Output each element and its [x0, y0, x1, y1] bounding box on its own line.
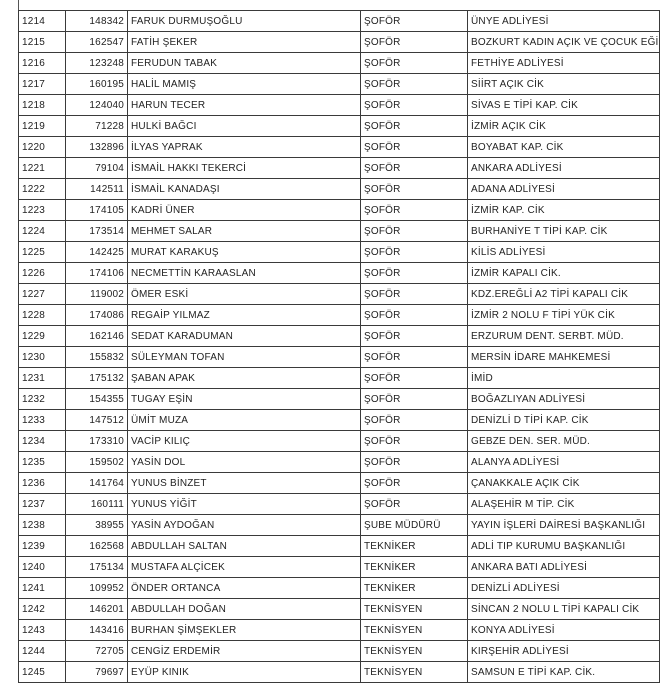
assigned-unit-cell: ADLİ TIP KURUMU BAŞKANLIĞI: [468, 536, 660, 557]
job-title-cell: ŞOFÖR: [361, 284, 468, 305]
row-number-cell: 1231: [19, 368, 66, 389]
table-row: [19, 326, 660, 347]
registry-number-cell: 79697: [66, 662, 128, 683]
row-number-cell: 1238: [19, 515, 66, 536]
assigned-unit-cell: KİLİS ADLİYESİ: [468, 242, 660, 263]
job-title-cell: ŞOFÖR: [361, 53, 468, 74]
registry-number-cell: 146201: [66, 599, 128, 620]
assigned-unit-cell: KIRŞEHİR ADLİYESİ: [468, 641, 660, 662]
registry-number-cell: 160195: [66, 74, 128, 95]
assigned-unit-cell: İZMİR AÇIK CİK: [468, 116, 660, 137]
table-row: [19, 305, 660, 326]
registry-number-cell: 142511: [66, 179, 128, 200]
job-title-cell: ŞOFÖR: [361, 494, 468, 515]
table-row: [19, 74, 660, 95]
row-number-cell: 1226: [19, 263, 66, 284]
job-title-cell: ŞOFÖR: [361, 116, 468, 137]
registry-number-cell: 142425: [66, 242, 128, 263]
registry-number-cell: 162547: [66, 32, 128, 53]
row-number-cell: 1220: [19, 137, 66, 158]
assigned-unit-cell: İZMİR KAPALI CİK.: [468, 263, 660, 284]
assigned-unit-cell: BOYABAT KAP. CİK: [468, 137, 660, 158]
job-title-cell: ŞOFÖR: [361, 263, 468, 284]
full-name-cell: EYÜP KINIK: [128, 662, 361, 683]
job-title-cell: ŞUBE MÜDÜRÜ: [361, 515, 468, 536]
registry-number-cell: 119002: [66, 284, 128, 305]
table-row: [19, 32, 660, 53]
assigned-unit-cell: ALANYA ADLİYESİ: [468, 452, 660, 473]
row-number-cell: 1243: [19, 620, 66, 641]
row-number-cell: 1237: [19, 494, 66, 515]
assigned-unit-cell: BURHANİYE T TİPİ KAP. CİK: [468, 221, 660, 242]
registry-number-cell: 174086: [66, 305, 128, 326]
row-number-cell: 1227: [19, 284, 66, 305]
full-name-cell: CENGİZ ERDEMİR: [128, 641, 361, 662]
assigned-unit-cell: DENİZLİ ADLİYESİ: [468, 578, 660, 599]
job-title-cell: ŞOFÖR: [361, 242, 468, 263]
table-row: [19, 452, 660, 473]
registry-number-cell: 141764: [66, 473, 128, 494]
table-row: [19, 368, 660, 389]
assigned-unit-cell: KONYA ADLİYESİ: [468, 620, 660, 641]
full-name-cell: FERUDUN TABAK: [128, 53, 361, 74]
full-name-cell: İSMAİL HAKKI TEKERCİ: [128, 158, 361, 179]
assigned-unit-cell: BOĞAZLIYAN ADLİYESİ: [468, 389, 660, 410]
table-row: [19, 242, 660, 263]
row-number-cell: 1244: [19, 641, 66, 662]
full-name-cell: HULKİ BAĞCI: [128, 116, 361, 137]
job-title-cell: ŞOFÖR: [361, 452, 468, 473]
table-row: [19, 599, 660, 620]
assigned-unit-cell: SİVAS E TİPİ KAP. CİK: [468, 95, 660, 116]
assigned-unit-cell: ADANA ADLİYESİ: [468, 179, 660, 200]
job-title-cell: TEKNİSYEN: [361, 620, 468, 641]
row-number-cell: 1230: [19, 347, 66, 368]
row-number-cell: 1232: [19, 389, 66, 410]
registry-number-cell: 173514: [66, 221, 128, 242]
row-number-cell: 1225: [19, 242, 66, 263]
table-row: [19, 389, 660, 410]
job-title-cell: TEKNİKER: [361, 536, 468, 557]
row-number-cell: 1234: [19, 431, 66, 452]
assigned-unit-cell: MERSİN İDARE MAHKEMESİ: [468, 347, 660, 368]
table-row: [19, 221, 660, 242]
table-row: [19, 515, 660, 536]
job-title-cell: ŞOFÖR: [361, 431, 468, 452]
table-row: [19, 263, 660, 284]
assigned-unit-cell: SİNCAN 2 NOLU L TİPİ KAPALI CİK: [468, 599, 660, 620]
registry-number-cell: 154355: [66, 389, 128, 410]
row-number-cell: 1245: [19, 662, 66, 683]
full-name-cell: KADRİ ÜNER: [128, 200, 361, 221]
full-name-cell: İSMAİL KANADAŞI: [128, 179, 361, 200]
full-name-cell: ABDULLAH DOĞAN: [128, 599, 361, 620]
assigned-unit-cell: ALAŞEHİR M TİP. CİK: [468, 494, 660, 515]
registry-number-cell: 174106: [66, 263, 128, 284]
registry-number-cell: 162568: [66, 536, 128, 557]
registry-number-cell: 160111: [66, 494, 128, 515]
row-number-cell: 1224: [19, 221, 66, 242]
job-title-cell: TEKNİKER: [361, 578, 468, 599]
job-title-cell: ŞOFÖR: [361, 158, 468, 179]
job-title-cell: ŞOFÖR: [361, 179, 468, 200]
full-name-cell: MURAT KARAKUŞ: [128, 242, 361, 263]
full-name-cell: HARUN TECER: [128, 95, 361, 116]
full-name-cell: YUNUS BİNZET: [128, 473, 361, 494]
full-name-cell: SÜLEYMAN TOFAN: [128, 347, 361, 368]
table-row: [19, 557, 660, 578]
job-title-cell: TEKNİSYEN: [361, 599, 468, 620]
full-name-cell: ÖMER ESKİ: [128, 284, 361, 305]
table-row: [19, 179, 660, 200]
job-title-cell: ŞOFÖR: [361, 137, 468, 158]
table-row: [19, 116, 660, 137]
assigned-unit-cell: İZMİR KAP. CİK: [468, 200, 660, 221]
registry-number-cell: 174105: [66, 200, 128, 221]
assigned-unit-cell: ERZURUM DENT. SERBT. MÜD.: [468, 326, 660, 347]
job-title-cell: ŞOFÖR: [361, 221, 468, 242]
full-name-cell: MEHMET SALAR: [128, 221, 361, 242]
assigned-unit-cell: YAYIN İŞLERİ DAİRESİ BAŞKANLIĞI: [468, 515, 660, 536]
row-number-cell: 1228: [19, 305, 66, 326]
job-title-cell: ŞOFÖR: [361, 305, 468, 326]
row-number-cell: 1241: [19, 578, 66, 599]
assigned-unit-cell: GEBZE DEN. SER. MÜD.: [468, 431, 660, 452]
job-title-cell: ŞOFÖR: [361, 11, 468, 32]
job-title-cell: ŞOFÖR: [361, 200, 468, 221]
full-name-cell: HALİL MAMIŞ: [128, 74, 361, 95]
table-row: [19, 578, 660, 599]
table-row: [19, 620, 660, 641]
table-row: [19, 641, 660, 662]
row-number-cell: 1219: [19, 116, 66, 137]
registry-number-cell: 147512: [66, 410, 128, 431]
job-title-cell: ŞOFÖR: [361, 95, 468, 116]
full-name-cell: YASİN DOL: [128, 452, 361, 473]
table-row: [19, 473, 660, 494]
table-row: [19, 410, 660, 431]
registry-number-cell: 173310: [66, 431, 128, 452]
personnel-table-body: [19, 11, 660, 683]
full-name-cell: YASİN AYDOĞAN: [128, 515, 361, 536]
full-name-cell: MUSTAFA ALÇİCEK: [128, 557, 361, 578]
job-title-cell: ŞOFÖR: [361, 74, 468, 95]
personnel-table: [18, 10, 660, 683]
full-name-cell: BURHAN ŞİMŞEKLER: [128, 620, 361, 641]
full-name-cell: NECMETTİN KARAASLAN: [128, 263, 361, 284]
registry-number-cell: 155832: [66, 347, 128, 368]
table-row: [19, 95, 660, 116]
row-number-cell: 1223: [19, 200, 66, 221]
assigned-unit-cell: FETHİYE ADLİYESİ: [468, 53, 660, 74]
registry-number-cell: 79104: [66, 158, 128, 179]
row-number-cell: 1222: [19, 179, 66, 200]
row-number-cell: 1217: [19, 74, 66, 95]
job-title-cell: TEKNİSYEN: [361, 662, 468, 683]
table-row: [19, 494, 660, 515]
full-name-cell: ÜMİT MUZA: [128, 410, 361, 431]
assigned-unit-cell: ÇANAKKALE AÇIK CİK: [468, 473, 660, 494]
assigned-unit-cell: İMİD: [468, 368, 660, 389]
assigned-unit-cell: ANKARA BATI ADLİYESİ: [468, 557, 660, 578]
full-name-cell: ŞABAN APAK: [128, 368, 361, 389]
table-row: [19, 11, 660, 32]
row-number-cell: 1218: [19, 95, 66, 116]
row-number-cell: 1242: [19, 599, 66, 620]
registry-number-cell: 162146: [66, 326, 128, 347]
row-number-cell: 1239: [19, 536, 66, 557]
row-number-cell: 1214: [19, 11, 66, 32]
assigned-unit-cell: İZMİR 2 NOLU F TİPİ YÜK CİK: [468, 305, 660, 326]
row-number-cell: 1236: [19, 473, 66, 494]
table-row: [19, 137, 660, 158]
registry-number-cell: 159502: [66, 452, 128, 473]
row-number-cell: 1216: [19, 53, 66, 74]
table-row: [19, 158, 660, 179]
row-number-cell: 1229: [19, 326, 66, 347]
row-number-cell: 1221: [19, 158, 66, 179]
full-name-cell: ABDULLAH SALTAN: [128, 536, 361, 557]
registry-number-cell: 175134: [66, 557, 128, 578]
row-number-cell: 1233: [19, 410, 66, 431]
full-name-cell: YUNUS YİĞİT: [128, 494, 361, 515]
registry-number-cell: 38955: [66, 515, 128, 536]
job-title-cell: ŞOFÖR: [361, 326, 468, 347]
assigned-unit-cell: SAMSUN E TİPİ KAP. CİK.: [468, 662, 660, 683]
row-number-cell: 1215: [19, 32, 66, 53]
full-name-cell: FATİH ŞEKER: [128, 32, 361, 53]
job-title-cell: TEKNİSYEN: [361, 641, 468, 662]
assigned-unit-cell: DENİZLİ D TİPİ KAP. CİK: [468, 410, 660, 431]
registry-number-cell: 72705: [66, 641, 128, 662]
table-row: [19, 200, 660, 221]
registry-number-cell: 123248: [66, 53, 128, 74]
full-name-cell: SEDAT KARADUMAN: [128, 326, 361, 347]
table-row: [19, 53, 660, 74]
table-row: [19, 662, 660, 683]
full-name-cell: FARUK DURMUŞOĞLU: [128, 11, 361, 32]
full-name-cell: TUGAY EŞİN: [128, 389, 361, 410]
registry-number-cell: 132896: [66, 137, 128, 158]
job-title-cell: ŞOFÖR: [361, 347, 468, 368]
job-title-cell: TEKNİKER: [361, 557, 468, 578]
registry-number-cell: 143416: [66, 620, 128, 641]
job-title-cell: ŞOFÖR: [361, 389, 468, 410]
registry-number-cell: 109952: [66, 578, 128, 599]
full-name-cell: İLYAS YAPRAK: [128, 137, 361, 158]
registry-number-cell: 124040: [66, 95, 128, 116]
table-row: [19, 536, 660, 557]
row-number-cell: 1235: [19, 452, 66, 473]
job-title-cell: ŞOFÖR: [361, 473, 468, 494]
registry-number-cell: 175132: [66, 368, 128, 389]
job-title-cell: ŞOFÖR: [361, 368, 468, 389]
full-name-cell: ÖNDER ORTANCA: [128, 578, 361, 599]
full-name-cell: VACİP KILIÇ: [128, 431, 361, 452]
assigned-unit-cell: ANKARA ADLİYESİ: [468, 158, 660, 179]
table-row: [19, 284, 660, 305]
assigned-unit-cell: ÜNYE ADLİYESİ: [468, 11, 660, 32]
assigned-unit-cell: KDZ.EREĞLİ A2 TİPİ KAPALI CİK: [468, 284, 660, 305]
full-name-cell: REGAİP YILMAZ: [128, 305, 361, 326]
table-row: [19, 347, 660, 368]
registry-number-cell: 71228: [66, 116, 128, 137]
job-title-cell: ŞOFÖR: [361, 410, 468, 431]
assigned-unit-cell: SİİRT AÇIK CİK: [468, 74, 660, 95]
registry-number-cell: 148342: [66, 11, 128, 32]
assigned-unit-cell: BOZKURT KADIN AÇIK VE ÇOCUK EĞİ: [468, 32, 660, 53]
row-number-cell: 1240: [19, 557, 66, 578]
table-row: [19, 431, 660, 452]
job-title-cell: ŞOFÖR: [361, 32, 468, 53]
